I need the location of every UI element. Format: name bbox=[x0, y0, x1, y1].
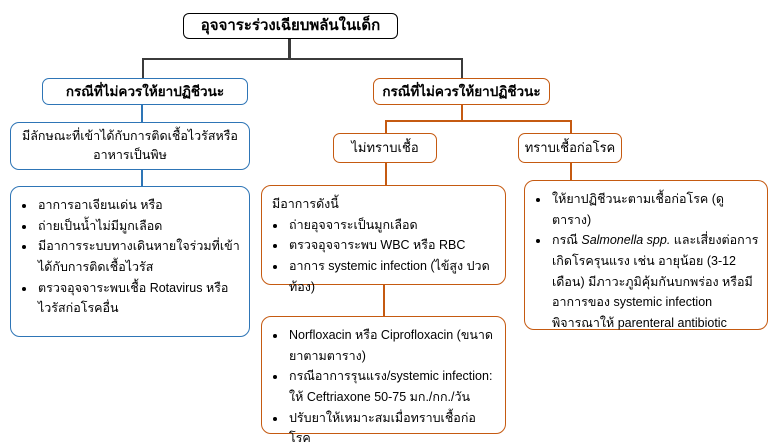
list-item: • ให้ยาปฏิชีวนะตามเชื้อก่อโรค (ดูตาราง) bbox=[550, 189, 759, 230]
connector-unknown-to-symptoms bbox=[385, 163, 387, 185]
symptoms-box bbox=[261, 185, 506, 294]
symptoms-header: มีอาการดังนี้ bbox=[272, 197, 339, 211]
right-branch-header-text: กรณีที่ไม่ควรให้ยาปฏิชีวนะ bbox=[382, 83, 541, 99]
salmonella-note-prefix: กรณี bbox=[552, 233, 582, 248]
empiric-treatment-list bbox=[272, 325, 497, 445]
left-branch-header-text: กรณีที่ไม่ควรให้ยาปฏิชีวนะ bbox=[65, 83, 225, 99]
list-item: • Norfloxacin หรือ Ciprofloxacin (ขนาดยาตามตาราง) bbox=[287, 325, 497, 366]
salmonella-species-text: Salmonella spp. bbox=[581, 233, 671, 248]
title-text: อุจจาระร่วงเฉียบพลันในเด็ก bbox=[200, 17, 381, 35]
right-branch-header-box bbox=[373, 78, 550, 105]
list-item: • อาการ systemic infection (ไข้สูง ปวดท้อง) bbox=[287, 256, 497, 297]
connector-right-branch-drop bbox=[461, 58, 463, 78]
list-item: • มีอาการระบบทางเดินหายใจร่วมที่เข้าได้กับการติดเชื้อไวรัส bbox=[36, 236, 241, 277]
connector-title-trunk bbox=[288, 38, 291, 58]
list-item bbox=[550, 230, 759, 333]
viral-criteria-list bbox=[21, 195, 241, 319]
connector-right-horizontal bbox=[385, 120, 571, 122]
viral-criteria-box bbox=[10, 186, 250, 337]
salmonella-note-suffix: และเสี่ยงต่อการเกิดโรครุนแรง เช่น อายุน้อย (3-12 เดือน) มีภาวะภูมิคุ้มกันบกพร่อง หรือมีอาการของ systemic infection พิจารณาให้ parenteral antibiotic bbox=[552, 233, 759, 330]
connector-left-branch-drop bbox=[142, 58, 144, 78]
list-item: • ตรวจอุจจาระพบเชื้อ Rotavirus หรือไวรัสก่อโรคอื่น bbox=[36, 278, 241, 319]
connector-known-drop bbox=[570, 120, 572, 133]
connector-left-header-to-condition bbox=[141, 105, 143, 122]
list-item: • กรณีอาการรุนแรง/systemic infection: ให้ Ceftriaxone 50-75 มก./กก./วัน bbox=[287, 366, 497, 407]
known-pathogen-label: ทราบเชื้อก่อโรค bbox=[524, 139, 616, 155]
viral-features-box bbox=[10, 122, 250, 170]
empiric-treatment-box bbox=[261, 316, 506, 445]
pathogen-specific-treatment-box bbox=[524, 180, 768, 330]
list-item: • ปรับยาให้เหมาะสมเมื่อทราบเชื้อก่อโรค bbox=[287, 408, 497, 445]
pathogen-specific-treatment-list bbox=[535, 189, 759, 333]
connector-unknown-drop bbox=[385, 120, 387, 133]
list-item: • ถ่ายอุจจาระเป็นมูกเลือด bbox=[287, 215, 497, 236]
unknown-pathogen-box bbox=[333, 133, 437, 163]
list-item: • ถ่ายเป็นน้ำไม่มีมูกเลือด bbox=[36, 216, 241, 237]
unknown-pathogen-label: ไม่ทราบเชื้อ bbox=[351, 139, 419, 155]
list-item: • อาการอาเจียนเด่น หรือ bbox=[36, 195, 241, 216]
title-box bbox=[183, 13, 398, 39]
connector-top-horizontal bbox=[142, 58, 462, 60]
connector-condition-to-criteria bbox=[141, 170, 143, 186]
viral-features-text: มีลักษณะที่เข้าได้กับการติดเชื้อไวรัสหรืออาหารเป็นพิษ bbox=[22, 129, 238, 162]
left-branch-header-box bbox=[42, 78, 248, 105]
known-pathogen-box bbox=[518, 133, 622, 163]
list-item: • ตรวจอุจจาระพบ WBC หรือ RBC bbox=[287, 235, 497, 256]
connector-known-to-treatment bbox=[570, 163, 572, 180]
connector-right-header-drop bbox=[461, 105, 463, 120]
symptoms-list bbox=[272, 215, 497, 298]
